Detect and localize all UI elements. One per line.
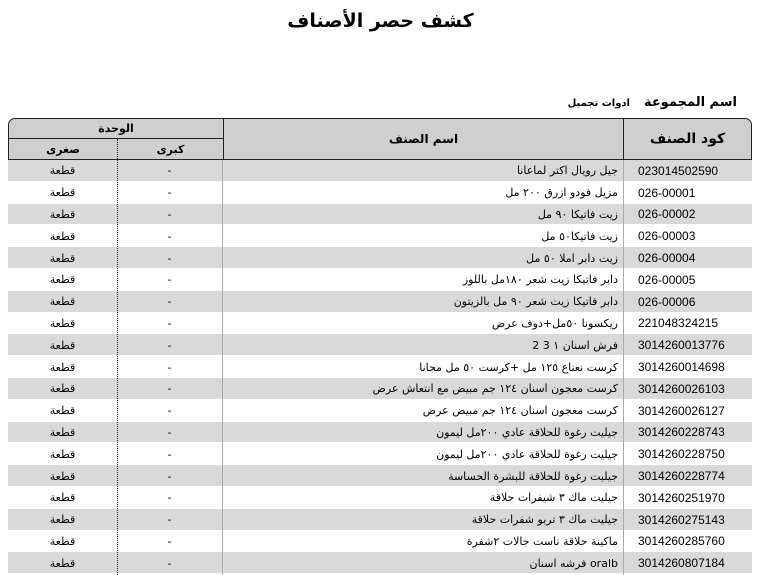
table-row [8,269,752,291]
item-code: 026-00002 [638,207,696,222]
column-divider [623,160,624,575]
header-name: اسم الصنف [223,119,623,159]
table-row [8,291,752,313]
group-value: ادوات تجميل [567,98,630,109]
unit-big: - [167,360,172,374]
unit-small: قطعة [49,447,76,461]
unit-big: - [167,491,172,505]
unit-small: قطعة [49,425,76,439]
unit-small: قطعة [49,207,76,221]
item-name: جيليت رغوة للحلاقة عادي ٢٠٠مل ليمون [436,447,618,461]
item-code: 3014260228743 [638,425,725,440]
unit-small: قطعة [49,491,76,505]
unit-big: - [167,207,172,221]
table-row [8,531,752,553]
unit-small: قطعة [49,360,76,374]
unit-big: - [167,513,172,527]
table-row [8,487,752,509]
item-code: 3014260251970 [638,490,725,505]
item-code: 026-00003 [638,229,696,244]
item-code: 026-00001 [638,185,696,200]
table-header [8,118,752,160]
unit-big: - [167,273,172,287]
item-name: زيت فاتيكا ٩٠ مل [537,207,618,221]
table-row [8,356,752,378]
table-row [8,443,752,465]
item-name: دابر فاتيكا زيت شعر ٩٠ مل بالزيتون [453,295,618,309]
item-name: جيليت رغوة للحلاقة عادي ٢٠٠مل ليمون [436,425,618,439]
header-unit: الوحدة [9,119,223,139]
table-row [8,422,752,444]
header-code: كود الصنف [623,119,751,159]
unit-big: - [167,229,172,243]
unit-big: - [167,404,172,418]
item-code: 3014260013776 [638,338,725,353]
unit-big: - [167,164,172,178]
unit-small: قطعة [49,229,76,243]
item-code: 3014260026103 [638,381,725,396]
unit-small: قطعة [49,556,76,570]
item-name: كرست معجون اسنان ١٢٤ جم مبيض مع انتعاش عرض [372,382,618,396]
unit-big: - [167,556,172,570]
table-body [8,160,752,574]
column-divider [222,160,223,575]
unit-big: - [167,534,172,548]
item-name: oralb فرشه اسنان [529,556,618,570]
item-code: 3014260014698 [638,360,725,375]
unit-big: - [167,447,172,461]
header-unit-big: كبرى [156,142,185,156]
table-row [8,378,752,400]
unit-small: قطعة [49,164,76,178]
unit-big: - [167,425,172,439]
item-name: جيل رويال اكتر لماعانا [516,164,618,178]
group-line [568,95,737,110]
unit-small: قطعة [49,338,76,352]
item-name: كرست نعناع ١٢٥ مل +كرست ٥٠ مل مجانا [419,360,618,374]
item-code: 3014260285760 [638,534,725,549]
table-row [8,465,752,487]
item-code: 026-00006 [638,294,696,309]
table-row [8,334,752,356]
unit-small: قطعة [49,404,76,418]
item-name: جيليت رغوة للحلاقة للبشرة الحساسة [448,469,618,483]
item-name: ريكسونا ٥٠مل+دوف عرض [491,316,618,330]
item-name: ماكينة حلاقة ناست جالات ٢شفرة [466,534,618,548]
unit-big: - [167,382,172,396]
item-name: جيليت ماك ٣ تربو شفرات حلاقة [471,513,618,527]
unit-big: - [167,251,172,265]
column-divider [117,160,118,575]
unit-big: - [167,186,172,200]
item-code: 3014260275143 [638,512,725,527]
header-unit-small: صغرى [9,139,118,159]
table-row [8,313,752,335]
unit-small: قطعة [49,295,76,309]
item-code: 3014260228750 [638,447,725,462]
unit-big: - [167,295,172,309]
unit-small: قطعة [49,382,76,396]
table-row [8,400,752,422]
item-code: 3014260228774 [638,469,725,484]
table-row [8,182,752,204]
unit-small: قطعة [49,513,76,527]
item-name: جيليت ماك ٣ شيفرات حلاقة [489,491,618,505]
unit-small: قطعة [49,534,76,548]
table-row [8,552,752,574]
group-label: اسم المجموعة [643,95,737,110]
item-code: 3014260807184 [638,556,725,571]
item-name: زيت فاتيكا٥٠ مل [541,229,618,243]
item-name: زيت دابر املا ٥٠ مل [526,251,618,265]
unit-big: - [167,316,172,330]
table-row [8,160,752,182]
item-name: كرست معجون اسنان ١٢٤ جم مبيض عرض [422,404,618,418]
unit-small: قطعة [49,469,76,483]
items-table [8,118,752,575]
item-code: 026-00005 [638,272,696,287]
table-row [8,247,752,269]
item-code: 023014502590 [638,163,719,178]
report-title: كشف حصر الأصناف [287,10,474,32]
table-row [8,225,752,247]
item-name: مزيل فودو ازرق ٢٠٠ مل [505,186,618,200]
unit-small: قطعة [49,186,76,200]
unit-small: قطعة [49,273,76,287]
item-name: فرش اسنان ١ 3 2 [532,338,618,352]
table-row [8,509,752,531]
item-code: 026-00004 [638,251,696,266]
item-code: 221048324215 [638,316,719,331]
item-code: 3014260026127 [638,403,725,418]
item-name: دابر فاتيكا زيت شعر ١٨٠مل باللوز [462,273,618,287]
unit-small: قطعة [49,251,76,265]
unit-small: قطعة [49,316,76,330]
unit-big: - [167,469,172,483]
unit-big: - [167,338,172,352]
table-row [8,204,752,226]
